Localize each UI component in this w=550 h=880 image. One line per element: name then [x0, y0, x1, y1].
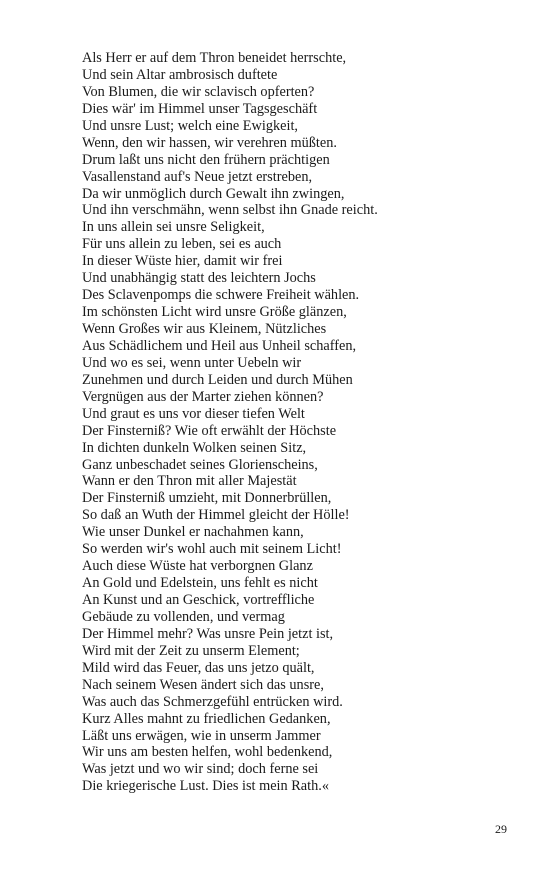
poem-line: So werden wir's wohl auch mit seinem Licht! — [82, 541, 342, 558]
poem-line: Der Finsterniß? Wie oft erwählt der Höchste — [82, 422, 337, 439]
poem-line: Auch diese Wüste hat verborgnen Glanz — [82, 558, 313, 575]
poem-line: Was jetzt und wo wir sind; doch ferne sei — [82, 761, 319, 778]
poem-line: Drum laßt uns nicht den frühern prächtigen — [82, 151, 330, 168]
poem-line: Wann er den Thron mit aller Majestät — [82, 473, 297, 490]
poem-line: Und graut es uns vor dieser tiefen Welt — [82, 405, 305, 422]
poem-line: Läßt uns erwägen, wie in unserm Jammer — [82, 727, 321, 744]
poem-line: Vasallenstand auf's Neue jetzt erstreben, — [82, 168, 313, 185]
poem-line: Dies wär' im Himmel unser Tagsgeschäft — [82, 100, 318, 117]
poem-line: Die kriegerische Lust. Dies ist mein Rath.« — [82, 778, 329, 795]
poem-line: Und wo es sei, wenn unter Uebeln wir — [82, 354, 302, 371]
poem-text — [82, 50, 522, 795]
poem-line: Aus Schädlichem und Heil aus Unheil schaffen, — [82, 337, 357, 354]
poem-line: Der Finsterniß umzieht, mit Donnerbrüllen, — [82, 490, 332, 507]
poem-line: Und ihn verschmähn, wenn selbst ihn Gnade reicht. — [82, 202, 378, 219]
poem-line: In uns allein sei unsre Seligkeit, — [82, 219, 265, 236]
poem-line: Zunehmen und durch Leiden und durch Mühen — [82, 371, 353, 388]
poem-line: So daß an Wuth der Himmel gleicht der Hölle! — [82, 507, 350, 524]
poem-line: Und unabhängig statt des leichtern Jochs — [82, 270, 316, 287]
poem-line: Und unsre Lust; welch eine Ewigkeit, — [82, 117, 298, 134]
poem-line: Im schönsten Licht wird unsre Größe glänzen, — [82, 304, 347, 321]
poem-line: An Kunst und an Geschick, vortreffliche — [82, 592, 315, 608]
poem-line: Mild wird das Feuer, das uns jetzo quält, — [82, 659, 315, 676]
poem-line: Für uns allein zu leben, sei es auch — [82, 236, 282, 253]
page-number: 29 — [495, 822, 507, 836]
poem-line: Wir uns am besten helfen, wohl bedenkend, — [82, 744, 333, 761]
poem-line: Was auch das Schmerzgefühl entrücken wird. — [82, 693, 343, 710]
poem-line: Als Herr er auf dem Thron beneidet herrschte, — [82, 50, 347, 66]
poem-line: Gebäude zu vollenden, und vermag — [82, 608, 285, 625]
poem-line: Da wir unmöglich durch Gewalt ihn zwingen, — [82, 185, 345, 202]
poem-line: Von Blumen, die wir sclavisch opferten? — [82, 83, 315, 100]
poem-line: Wird mit der Zeit zu unserm Element; — [82, 642, 300, 659]
poem-line: Kurz Alles mahnt zu friedlichen Gedanken, — [82, 710, 331, 727]
poem-line: Wie unser Dunkel er nachahmen kann, — [82, 524, 304, 541]
poem-line: Wenn, den wir hassen, wir verehren müßten. — [82, 134, 337, 151]
poem-line: Des Sclavenpomps die schwere Freiheit wählen. — [82, 287, 360, 304]
poem-line: Vergnügen aus der Marter ziehen können? — [82, 388, 324, 405]
poem-line: Ganz unbeschadet seines Glorienscheins, — [82, 456, 318, 473]
poem-line: Nach seinem Wesen ändert sich das unsre, — [82, 676, 324, 693]
poem-line: Wenn Großes wir aus Kleinem, Nützliches — [82, 321, 327, 337]
poem-line: In dichten dunkeln Wolken seinen Sitz, — [82, 439, 307, 456]
poem-line: Der Himmel mehr? Was unsre Pein jetzt ist, — [82, 625, 334, 642]
poem-line: An Gold und Edelstein, uns fehlt es nicht — [82, 575, 318, 592]
poem-line: In dieser Wüste hier, damit wir frei — [82, 253, 283, 270]
poem-line: Und sein Altar ambrosisch duftete — [82, 66, 278, 83]
